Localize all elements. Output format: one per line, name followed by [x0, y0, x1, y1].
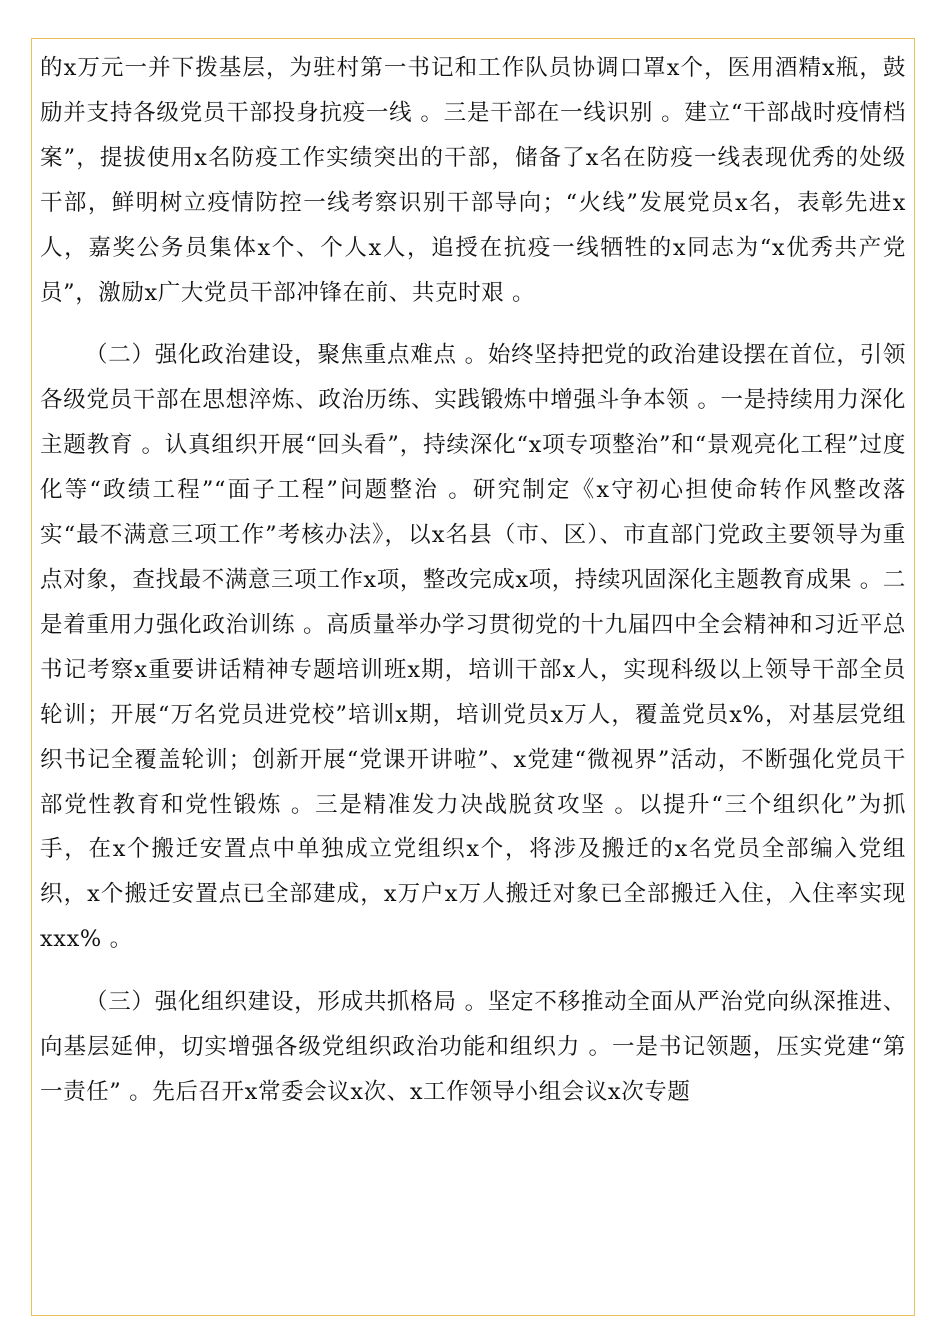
document-body: [40, 46, 906, 1115]
paragraph-3: （三）强化组织建设，形成共抓格局 。坚定不移推动全面从严治党向纵深推进、向基层延伸，切实增强各级党组织政治功能和组织力 。一是书记领题，压实党建“第一责任” 。先后召开x常委会议x次、x工作领导小组会议x次专题: [40, 989, 906, 1105]
paragraph-1: 的x万元一并下拨基层，为驻村第一书记和工作队员协调口罩x个，医用酒精x瓶，鼓励并支持各级党员干部投身抗疫一线 。三是干部在一线识别 。建立“干部战时疫情档案”，提拔使用x名防疫工作实绩突出的干部，储备了x名在防疫一线表现优秀的处级干部，鲜明树立疫情防控一线考察识别干部导向；“火线”发展党员x名，表彰先进x人，嘉奖公务员集体x个、个人x人，追授在抗疫一线牺牲的x同志为“x优秀共产党员”，激励x广大党员干部冲锋在前、共克时艰 。: [40, 55, 906, 306]
paragraph-2: （二）强化政治建设，聚焦重点难点 。始终坚持把党的政治建设摆在首位，引领各级党员干部在思想淬炼、政治历练、实践锻炼中增强斗争本领 。一是持续用力深化主题教育 。认真组织开展“回头看”，持续深化“x项专项整治”和“景观亮化工程”过度化等“政绩工程”“面子工程”问题整治 。研究制定《x守初心担使命转作风整改落实“最不满意三项工作”考核办法》，以x名县（市、区）、市直部门党政主要领导为重点对象，查找最不满意三项工作x项，整改完成x项，持续巩固深化主题教育成果 。二是着重用力强化政治训练 。高质量举办学习贯彻党的十九届四中全会精神和习近平总书记考察x重要讲话精神专题培训班x期，培训干部x人，实现科级以上领导干部全员轮训；开展“万名党员进党校”培训x期，培训党员x万人，覆盖党员x%，对基层党组织书记全覆盖轮训；创新开展“党课开讲啦”、x党建“微视界”活动，不断强化党员干部党性教育和党性锻炼 。三是精准发力决战脱贫攻坚 。以提升“三个组织化”为抓手，在x个搬迁安置点中单独成立党组织x个，将涉及搬迁的x名党员全部编入党组织，x个搬迁安置点已全部建成，x万户x万人搬迁对象已全部搬迁入住，入住率实现xxx% 。: [40, 342, 906, 953]
